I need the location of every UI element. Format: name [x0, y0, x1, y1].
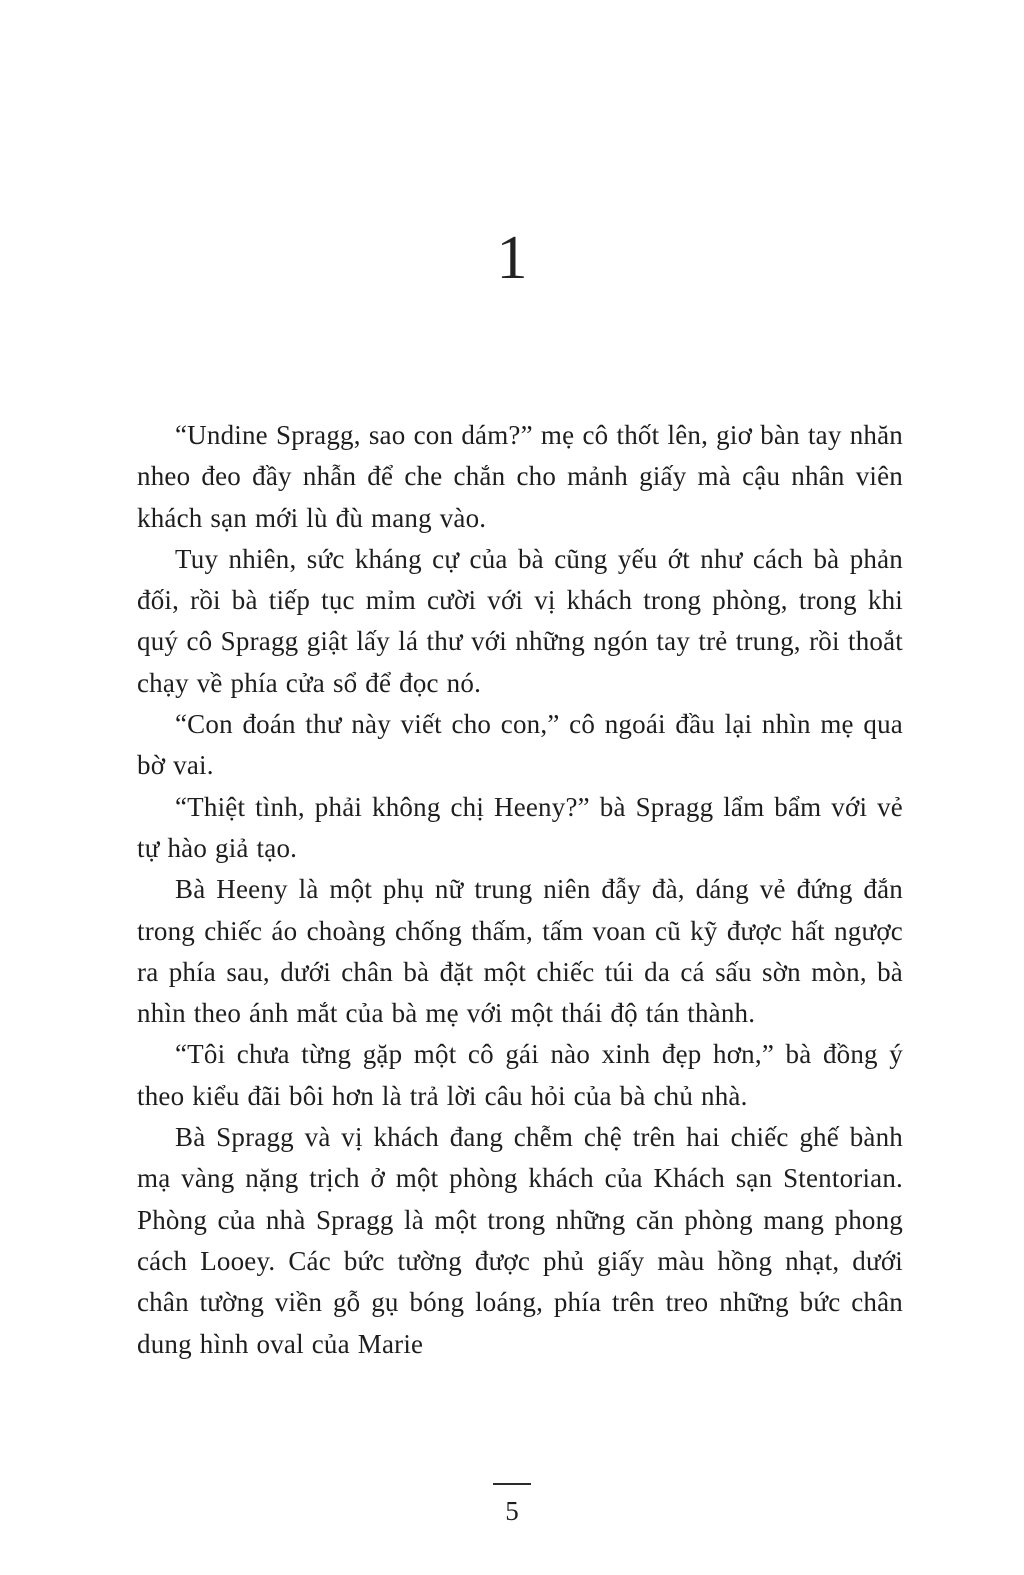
- page-number: 5: [505, 1496, 519, 1526]
- paragraph: “Tôi chưa từng gặp một cô gái nào xinh đẹp hơn,” bà đồng ý theo kiểu đãi bôi hơn là trả lời câu hỏi của bà chủ nhà.: [137, 1039, 903, 1111]
- footer-rule-line: [493, 1483, 531, 1485]
- paragraph: Tuy nhiên, sức kháng cự của bà cũng yếu ớt như cách bà phản đối, rồi bà tiếp tục mỉm cười với vị khách trong phòng, trong khi quý cô Spragg giật lấy lá thư với những ngón tay trẻ trung, rồi thoắt chạy về phía cửa sổ để đọc nó.: [137, 543, 903, 698]
- paragraph: “Thiệt tình, phải không chị Heeny?” bà Spragg lẩm bẩm với vẻ tự hào giả tạo.: [137, 791, 903, 863]
- paragraph: Bà Spragg và vị khách đang chễm chệ trên hai chiếc ghế bành mạ vàng nặng trịch ở một phòng khách của Khách sạn Stentorian. Phòng của nhà Spragg là một trong những căn phòng mang phong cách Looey. Các bức tường được phủ giấy màu hồng nhạt, dưới chân tường viền gỗ gụ bóng loáng, phía trên treo những bức chân dung hình oval của Marie: [137, 1122, 903, 1359]
- paragraph: Bà Heeny là một phụ nữ trung niên đẫy đà, dáng vẻ đứng đắn trong chiếc áo choàng chống thấm, tấm voan cũ kỹ được hất ngược ra phía sau, dưới chân bà đặt một chiếc túi da cá sấu sờn mòn, bà nhìn theo ánh mắt của bà mẹ với một thái độ tán thành.: [137, 874, 903, 1029]
- body-text: [0, 415, 1024, 1365]
- paragraph: “Con đoán thư này viết cho con,” cô ngoái đầu lại nhìn mẹ qua bờ vai.: [137, 709, 903, 781]
- paragraph: “Undine Spragg, sao con dám?” mẹ cô thốt lên, giơ bàn tay nhăn nheo đeo đầy nhẫn để che chắn cho mảnh giấy mà cậu nhân viên khách sạn mới lù đù mang vào.: [137, 420, 903, 533]
- chapter-number: 1: [496, 224, 528, 292]
- page-footer: [0, 1483, 1024, 1527]
